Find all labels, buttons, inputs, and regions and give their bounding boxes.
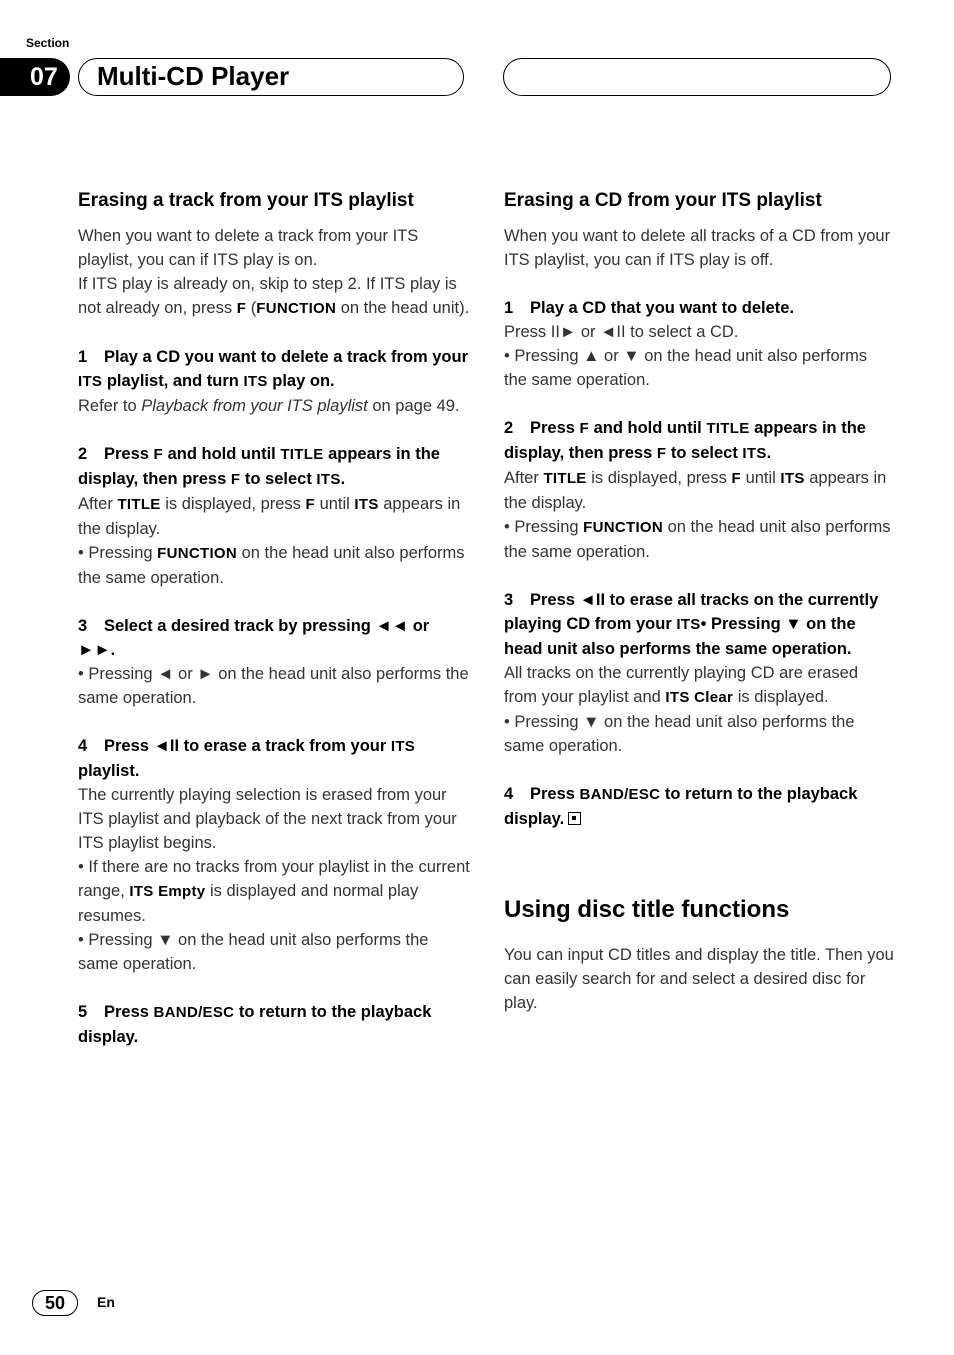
- language-label: En: [97, 1294, 115, 1310]
- section-number: 07: [0, 58, 70, 96]
- left-column: [78, 188, 470, 1049]
- right-heading: Erasing a CD from your ITS playlist: [504, 190, 822, 211]
- right-step-3: 3 Press ◄II to erase all tracks on the currently playing CD from your ITS• Pressing ▼ on the head unit also performs the same operation.: [504, 591, 879, 658]
- right-step-4: 4 Press BAND/ESC to return to the playback display.: [504, 785, 858, 828]
- left-intro-1: When you want to delete a track from your ITS playlist, you can if ITS play is on.: [78, 227, 419, 269]
- right-step-2-bullet: • Pressing FUNCTION on the head unit also performs the same operation.: [504, 518, 891, 561]
- left-step-1-text: Refer to Playback from your ITS playlist on page 49.: [78, 397, 460, 415]
- left-step-2-text: After TITLE is displayed, press F until ITS appears in the display.: [78, 495, 461, 538]
- left-step-2: 2 Press F and hold until TITLE appears in the display, then press F to select ITS.: [78, 445, 440, 488]
- right-step-2-text: After TITLE is displayed, press F until ITS appears in the display.: [504, 469, 887, 512]
- section-label: Section: [26, 36, 70, 50]
- disc-title-text: You can input CD titles and display the title. Then you can easily search for and select a desired disc for play.: [504, 946, 894, 1012]
- left-heading: Erasing a track from your ITS playlist: [78, 190, 414, 211]
- left-step-4-bullet-1: • If there are no tracks from your playlist in the current range, ITS Empty is displayed and normal play resumes.: [78, 858, 470, 925]
- left-step-2-bullet: • Pressing FUNCTION on the head unit also performs the same operation.: [78, 544, 465, 587]
- left-step-4-bullet-2: • Pressing ▼ on the head unit also performs the same operation.: [78, 931, 429, 973]
- left-step-5: 5 Press BAND/ESC to return to the playback display.: [78, 1003, 432, 1046]
- right-step-1-bullet: • Pressing ▲ or ▼ on the head unit also performs the same operation.: [504, 347, 868, 389]
- left-step-4-text: The currently playing selection is erased from your ITS playlist and playback of the next track from your ITS playlist begins.: [78, 786, 457, 852]
- left-step-3-bullet: • Pressing ◄ or ► on the head unit also performs the same operation.: [78, 665, 469, 707]
- left-step-3: 3 Select a desired track by pressing ◄◄ or ►►.: [78, 617, 430, 659]
- chapter-title: Multi-CD Player: [78, 58, 464, 96]
- right-step-3-bullet: • Pressing ▼ on the head unit also performs the same operation.: [504, 713, 855, 755]
- empty-header-box: [503, 58, 891, 96]
- left-step-1: 1 Play a CD you want to delete a track from your ITS playlist, and turn ITS play on.: [78, 348, 469, 390]
- right-intro: When you want to delete all tracks of a CD from your ITS playlist, you can if ITS play is off.: [504, 227, 891, 269]
- left-step-4: 4 Press ◄II to erase a track from your ITS playlist.: [78, 737, 416, 780]
- left-intro-2: If ITS play is already on, skip to step 2. If ITS play is not already on, press F (FUNCTION on the head unit).: [78, 275, 470, 317]
- page-number: 50: [32, 1290, 78, 1316]
- right-step-1-text: Press II► or ◄II to select a CD.: [504, 323, 739, 341]
- right-step-1: 1 Play a CD that you want to delete.: [504, 299, 795, 317]
- right-step-3-text: All tracks on the currently playing CD are erased from your playlist and ITS Clear is displayed.: [504, 664, 858, 706]
- right-step-2: 2 Press F and hold until TITLE appears in the display, then press F to select ITS.: [504, 419, 866, 462]
- end-of-section-icon: [568, 812, 581, 825]
- disc-title-heading: Using disc title functions: [504, 896, 790, 923]
- right-column: [504, 188, 894, 1015]
